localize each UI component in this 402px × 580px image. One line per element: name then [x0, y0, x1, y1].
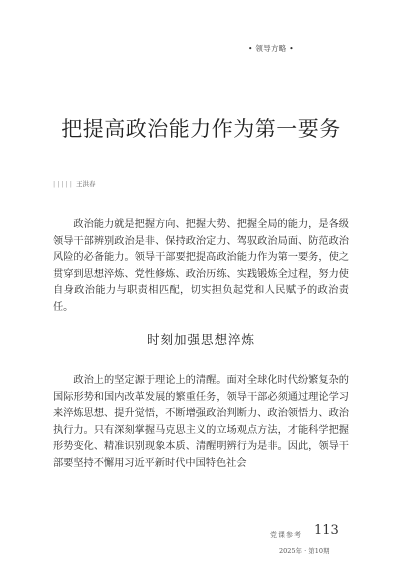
page-number: 113 — [314, 523, 339, 538]
section-heading: 时刻加强思想淬炼 — [146, 332, 255, 347]
author-name: 王洪春 — [75, 180, 96, 188]
journal-name: 党课参考 — [270, 531, 302, 539]
article-title: 把提高政治能力作为第一要务 — [61, 117, 341, 141]
intro-paragraph: 政治能力就是把握方向、把握大势、把握全局的能力，是各级领导干部辨别政治是非、保持政治定力、驾驭政治局面、防范政治风险的必备能力。领导干部要把提高政治能力作为第一要务，使之贯穿到思想淬炼、党性修炼、政治历练、实践锻炼全过程，努力使自身政治能力与职责相匹配，切实担负起党和人民赋予的政治责任。 — [53, 219, 349, 313]
section-tag: • 领导方略 • — [248, 44, 295, 53]
section-paragraph: 政治上的坚定源于理论上的清醒。面对全球化时代纷繁复杂的国际形势和国内改革发展的繁重任务，领导干部必须通过理论学习来淬炼思想、提升觉悟，不断增强政治判断力、政治领悟力、政治执行力。只有深刻掌握马克思主义的立场观点方法，才能科学把握形势变化、精准识别现象本质、清醒明辨行为是非。因此，领导干部要坚持不懈用习近平新时代中国特色社会 — [53, 375, 349, 469]
issue-info: 2025年 · 第10期 — [279, 547, 330, 555]
byline-marks: ||||| — [53, 180, 74, 188]
byline — [53, 179, 95, 188]
